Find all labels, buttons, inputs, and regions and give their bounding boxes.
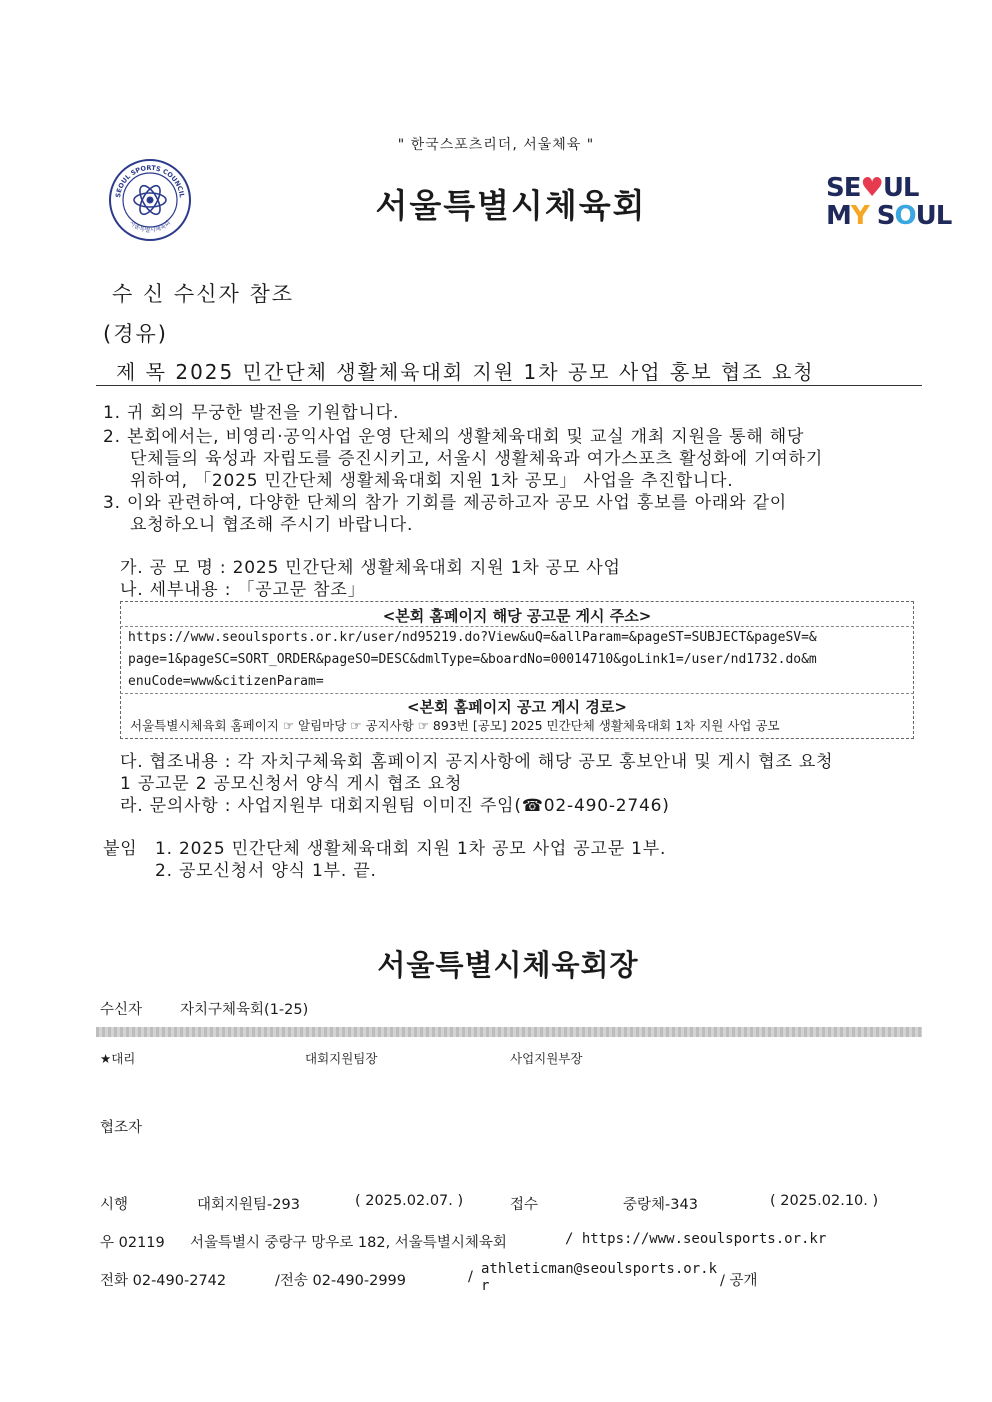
attachment-label: 붙임 [103, 839, 138, 859]
paragraph-2-line-3: 위하여, 「2025 민간단체 생활체육대회 지원 1차 공모」 사업을 추진합니다. [130, 471, 734, 491]
address: 서울특별시 중랑구 망우로 182, 서울특별시체육회 [190, 1235, 507, 1251]
notice-url-line-2[interactable]: page=1&pageSC=SORT_ORDER&pageSO=DESC&dmlType=&boardNo=00014710&goLink1=/user/nd1732.do&m [128, 652, 817, 667]
recipients-label: 수신자 [100, 1002, 143, 1018]
exec-number: 대회지원팀-293 [197, 1197, 300, 1213]
approval-team-lead: 대회지원팀장 [305, 1051, 378, 1066]
phone: 전화 02-490-2742 [100, 1273, 227, 1289]
gray-separator [96, 1027, 922, 1037]
cooperator-label: 협조자 [100, 1120, 143, 1136]
signature-title: 서울특별시체육회장 [377, 948, 639, 982]
recipient-line: 수 신 수신자 참조 [112, 282, 295, 306]
receipt-date: ( 2025.02.10. ) [770, 1193, 879, 1209]
email-line-1[interactable]: athleticman@seoulsports.or.k [481, 1261, 718, 1277]
homepage-path: 서울특별시체육회 홈페이지 ☞ 알림마당 ☞ 공지사항 ☞ 893번 [공모] 2025 민간단체 생활체육대회 1차 지원 사업 공모 [130, 718, 780, 733]
paragraph-3-line-1: 3. 이와 관련하여, 다양한 단체의 참가 기회를 제공하고자 공모 사업 홍보를 아래와 같이 [103, 493, 788, 513]
svg-text:SEOUL SPORTS COUNCIL: SEOUL SPORTS COUNCIL [114, 163, 186, 199]
exec-date: ( 2025.02.07. ) [355, 1193, 464, 1209]
item-ra: 라. 문의사항 : 사업지원부 대회지원팀 이미진 주임(☎02-490-2746) [120, 796, 670, 816]
disclosure: / 공개 [720, 1273, 758, 1289]
slogan: " 한국스포츠리더, 서울체육 " [397, 137, 595, 153]
receipt-number: 중랑체-343 [623, 1197, 698, 1213]
zip-code: 우 02119 [100, 1235, 165, 1251]
item-ga: 가. 공 모 명 : 2025 민간단체 생활체육대회 지원 1차 공모 사업 [120, 558, 621, 578]
notice-url-line-3[interactable]: enuCode=www&citizenParam= [128, 674, 324, 689]
receipt-label: 접수 [510, 1197, 539, 1213]
notice-url-line-1[interactable]: https://www.seoulsports.or.kr/user/nd95219.do?View&uQ=&allParam=&pageST=SUBJECT&pageSV=& [128, 630, 817, 645]
box-divider [120, 626, 914, 627]
attachment-1: 1. 2025 민간단체 생활체육대회 지원 1차 공모 사업 공고문 1부. [155, 839, 667, 859]
box-title-path: <본회 홈페이지 공고 게시 경로> [407, 698, 627, 716]
via-line: (경유) [103, 322, 168, 346]
subject-divider [96, 385, 922, 386]
email-separator: / [468, 1269, 473, 1285]
seoul-my-soul-logo: SE♥UL MY SOUL [826, 173, 952, 231]
email-line-2[interactable]: r [481, 1278, 490, 1294]
box-title-address: <본회 홈페이지 해당 공고문 게시 주소> [382, 607, 652, 625]
paragraph-3-line-2: 요청하오니 협조해 주시기 바랍니다. [130, 515, 414, 535]
subject-line: 제 목 2025 민간단체 생활체육대회 지원 1차 공모 사업 홍보 협조 요청 [116, 360, 815, 384]
box-divider [120, 693, 914, 694]
website-link[interactable]: / https://www.seoulsports.or.kr [565, 1231, 827, 1247]
paragraph-2-line-2: 단체들의 육성과 자립도를 증진시키고, 서울시 생활체육과 여가스포츠 활성화에 기여하기 [130, 449, 824, 469]
item-na: 나. 세부내용 : 「공고문 참조」 [120, 580, 366, 600]
fax: /전송 02-490-2999 [275, 1273, 407, 1289]
item-da: 다. 협조내용 : 각 자치구체육회 홈페이지 공지사항에 해당 공모 홍보안내 및 게시 협조 요청 [120, 752, 834, 772]
org-title: 서울특별시체육회 [375, 186, 647, 225]
exec-label: 시행 [100, 1197, 129, 1213]
item-da-detail: 1 공고문 2 공모신청서 양식 게시 협조 요청 [120, 774, 463, 794]
paragraph-2-line-1: 2. 본회에서는, 비영리·공익사업 운영 단체의 생활체육대회 및 교실 개최 지원을 통해 해당 [103, 427, 805, 447]
attachment-2: 2. 공모신청서 양식 1부. 끝. [155, 861, 377, 881]
recipients-value: 자치구체육회(1-25) [180, 1002, 309, 1018]
svg-text:서울특별시체육회: 서울특별시체육회 [127, 219, 173, 235]
approval-dept-head: 사업지원부장 [510, 1051, 583, 1066]
approval-drafter: ★대리 [100, 1051, 136, 1066]
paragraph-1: 1. 귀 회의 무궁한 발전을 기원합니다. [103, 403, 400, 423]
